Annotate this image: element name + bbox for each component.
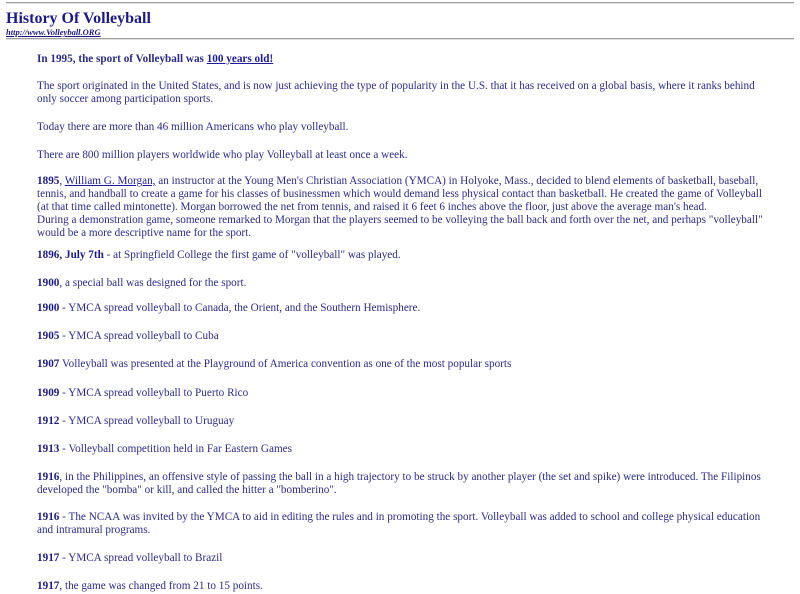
- timeline-item: 1912 - YMCA spread volleyball to Uruguay: [37, 415, 235, 427]
- timeline-item: 1913 - Volleyball competition held in Far Eastern Games: [37, 443, 292, 455]
- timeline-item: 1896, July 7th - at Springfield College the first game of "volleyball" was played.: [37, 249, 401, 261]
- americans-paragraph: Today there are more than 46 million Americans who play volleyball.: [37, 121, 349, 133]
- page-title: History Of Volleyball: [6, 10, 151, 27]
- worldwide-paragraph: There are 800 million players worldwide who play Volleyball at least once a week.: [37, 149, 408, 161]
- timeline-item: 1900 - YMCA spread volleyball to Canada, the Orient, and the Southern Hemisphere.: [37, 302, 421, 314]
- timeline-item: 1907 Volleyball was presented at the Playground of America convention as one of the most popular sports: [37, 358, 512, 370]
- timeline-item: 1909 - YMCA spread volleyball to Puerto Rico: [37, 387, 249, 399]
- timeline-item: 1916, in the Philippines, an offensive style of passing the ball in a high trajectory to be struck by another player (the set and spike) were introduced. The Filipinos developed the "bomba" or kill, and called the hitter a "bomberino".: [37, 471, 761, 496]
- timeline-item: 1900, a special ball was designed for the sport.: [37, 277, 247, 289]
- timeline-item: 1917, the game was changed from 21 to 15 points.: [37, 580, 263, 592]
- timeline-item: 1905 - YMCA spread volleyball to Cuba: [37, 330, 219, 342]
- header-divider: [6, 38, 794, 40]
- intro-statement: In 1995, the sport of Volleyball was 100 years old!: [37, 53, 274, 65]
- top-divider: [6, 2, 794, 4]
- year-label: 1895: [37, 175, 60, 187]
- timeline-item: 1917 - YMCA spread volleyball to Brazil: [37, 552, 223, 564]
- morgan-paragraph: 1895, William G. Morgan, an instructor at the Young Men's Christian Association (YMCA) in Holyoke, Mass., decided to blend elements of basketball, baseball, tennis, and handball to create a game for his classes of businessmen which would demand less physical contact than basketball. He created the game of Volleyball (at that time called mintonette). Morgan borrowed the net from tennis, and raised it 6 feet 6 inches above the floor, just above the average man's head. During a demonstration game, someone remarked to Morgan that the players seemed to be volleying the ball back and forth over the net, and perhaps "volleyball" would be a more descriptive name for the sport.: [37, 175, 763, 239]
- william-morgan-link[interactable]: William G. Morgan,: [64, 175, 156, 187]
- site-url-link[interactable]: http://www.Volleyball.ORG: [6, 27, 101, 37]
- hundred-years-link[interactable]: 100 years old!: [206, 53, 274, 65]
- origin-paragraph: The sport originated in the United States, and is now just achieving the type of popularity in the U.S. that it has received on a global basis, where it ranks behind only soccer among participation sports.: [37, 80, 755, 105]
- timeline-item: 1916 - The NCAA was invited by the YMCA to aid in editing the rules and in promoting the sport. Volleyball was added to school and college physical education and intramural programs.: [37, 511, 761, 536]
